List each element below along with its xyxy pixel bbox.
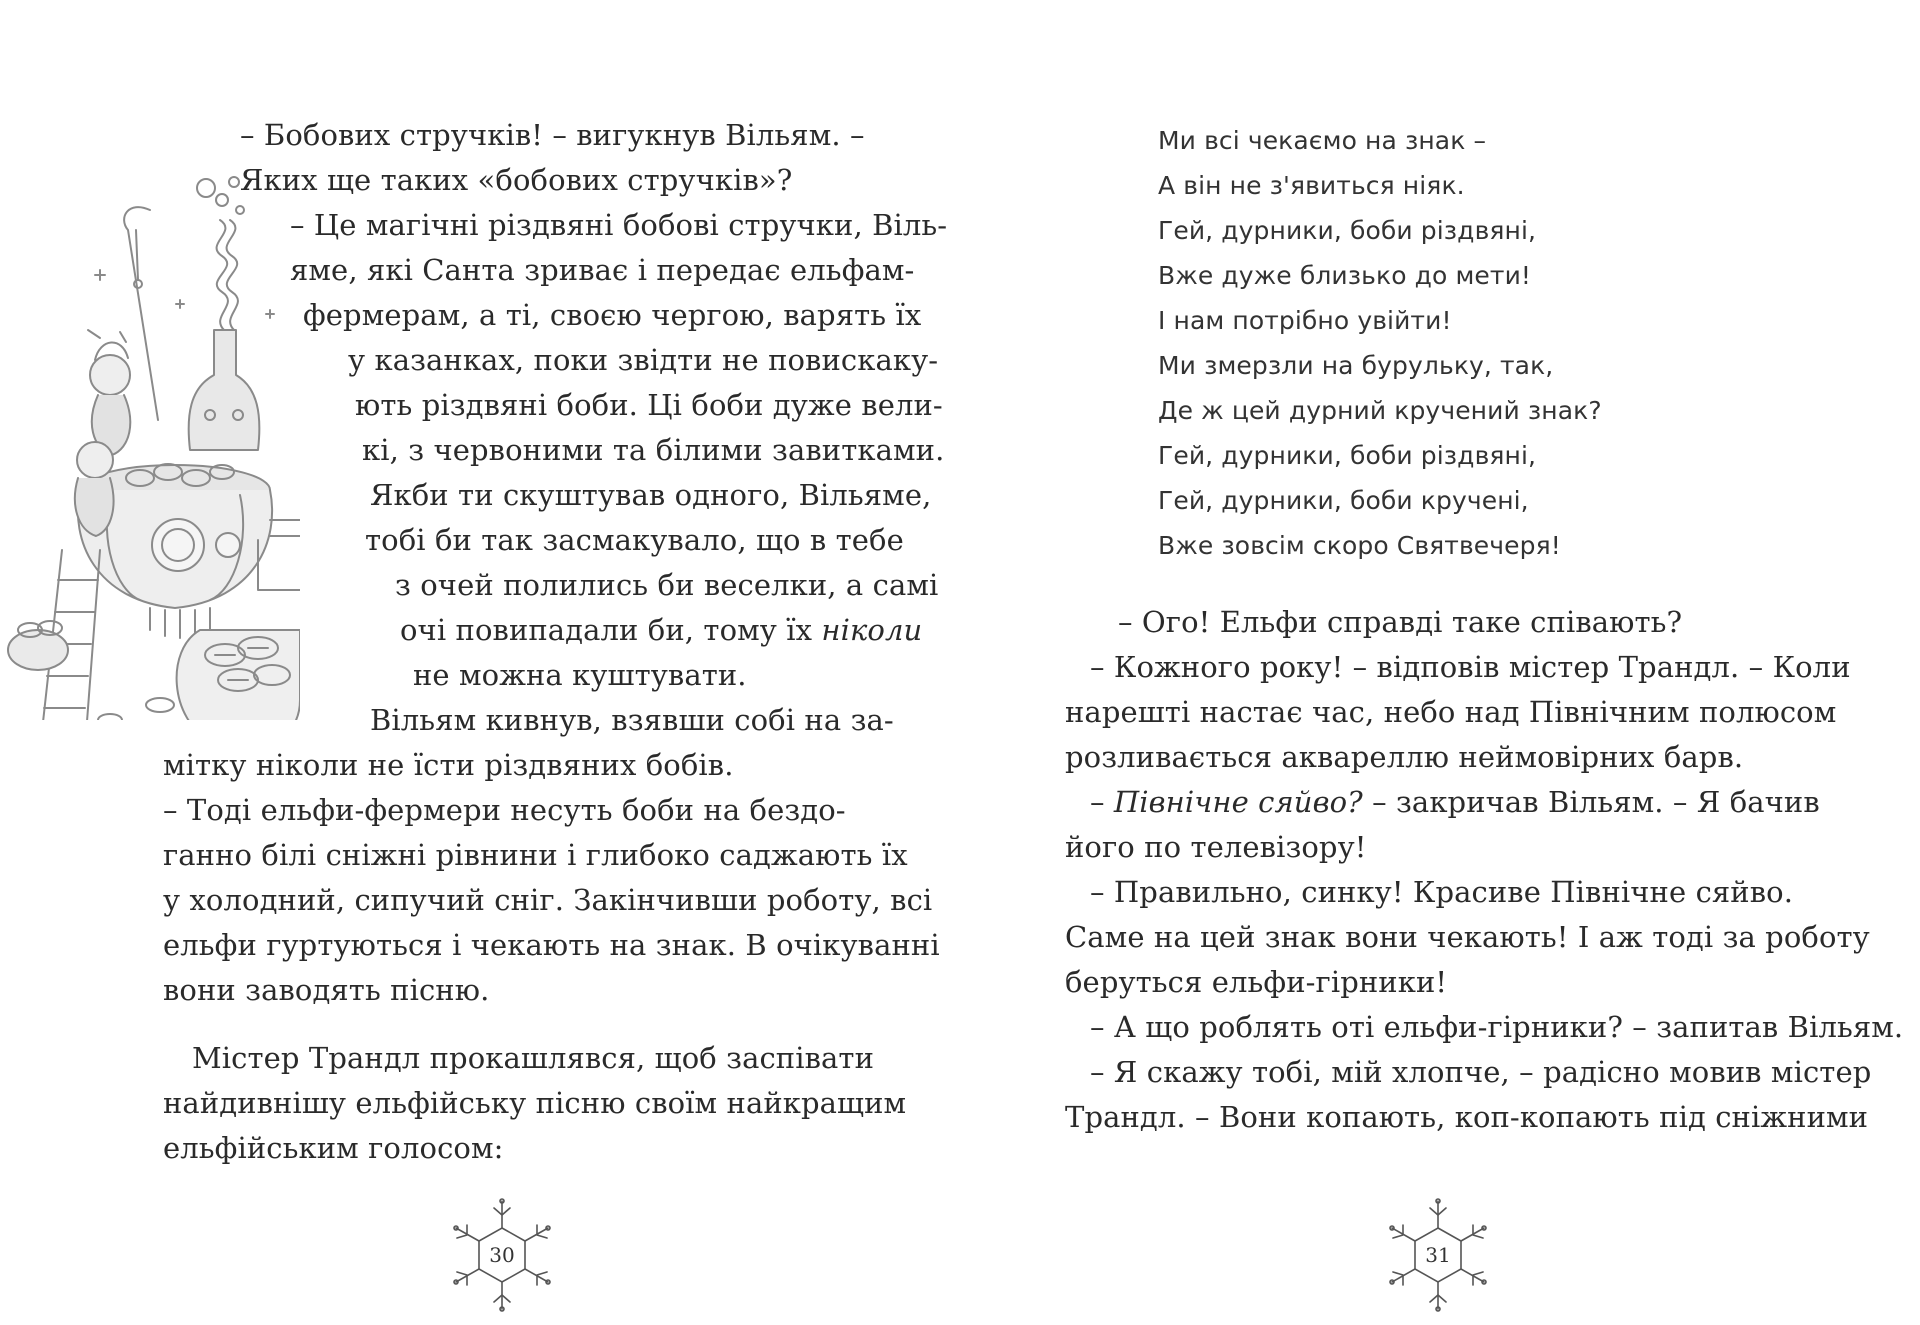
text-line: – Я скажу тобі, мій хлопче, – радісно мовив містер (1090, 1055, 1872, 1089)
text-line: ганно білі сніжні рівнини і глибоко саджають їх (163, 838, 908, 872)
verse-line: Вже зовсім скоро Святвечеря! (1158, 531, 1561, 560)
text-span: очі повипадали би, тому їх (400, 613, 822, 647)
page-number-ornament (1378, 1195, 1498, 1315)
text-line: його по телевізору! (1065, 830, 1367, 864)
text-line: Вільям кивнув, взявши собі на за- (370, 703, 894, 737)
text-line: Якби ти скуштував одного, Вільяме, (370, 478, 932, 512)
text-line: яме, які Санта зриває і передає ельфам- (290, 253, 915, 287)
page-number-ornament (442, 1195, 562, 1315)
text-line: Трандл. – Вони копають, коп-копають під сніжними (1065, 1100, 1869, 1134)
right-page (960, 0, 1920, 1325)
text-line: беруться ельфи-гірники! (1065, 965, 1448, 999)
text-line: фермерам, а ті, своєю чергою, варять їх (303, 298, 922, 332)
elf-cauldron-illustration (0, 160, 300, 720)
verse-line: Гей, дурники, боби різдвяні, (1158, 441, 1537, 470)
text-line: ють різдвяні боби. Ці боби дуже вели- (355, 388, 943, 422)
text-line: Містер Трандл прокашлявся, щоб заспівати (192, 1041, 875, 1075)
text-line (400, 608, 923, 653)
text-span: – закричав Вільям. – Я бачив (1362, 785, 1820, 819)
page-number: 30 (489, 1243, 515, 1267)
text-line: Яких ще таких «бобових стручків»? (240, 163, 793, 197)
text-line: – Бобових стручків! – вигукнув Вільям. – (240, 118, 865, 152)
page-number: 31 (1425, 1243, 1451, 1267)
text-line: тобі би так засмакувало, що в тебе (365, 523, 904, 557)
verse-line: Гей, дурники, боби різдвяні, (1158, 216, 1537, 245)
text-line: Саме на цей знак вони чекають! І аж тоді за роботу (1065, 920, 1870, 954)
text-line: – Правильно, синку! Красиве Північне сяйво. (1090, 875, 1794, 909)
text-line: вони заводять пісню. (163, 973, 490, 1007)
text-line: не можна куштувати. (413, 658, 747, 692)
text-line: – Кожного року! – відповів містер Трандл. – Коли (1090, 650, 1851, 684)
verse-line: Ми змерзли на бурульку, так, (1158, 351, 1554, 380)
emphasis: ніколи (821, 613, 923, 647)
text-line: розливається аквареллю неймовірних барв. (1065, 740, 1744, 774)
text-line: ельфи гуртуються і чекають на знак. В очікуванні (163, 928, 940, 962)
verse-line: Вже дуже близько до мети! (1158, 261, 1532, 290)
text-line: найдивнішу ельфійську пісню своїм найкращим (163, 1086, 907, 1120)
verse-line: І нам потрібно увійти! (1158, 306, 1452, 335)
text-line: у казанках, поки звідти не повискаку- (348, 343, 939, 377)
text-line: – А що роблять оті ельфи-гірники? – запитав Вільям. (1090, 1010, 1904, 1044)
text-line: ельфійським голосом: (163, 1131, 504, 1165)
verse-line: А він не з'явиться ніяк. (1158, 171, 1465, 200)
text-line: – Тоді ельфи-фермери несуть боби на бездо- (163, 793, 846, 827)
text-line: мітку ніколи не їсти різдвяних бобів. (163, 748, 734, 782)
text-line (1090, 780, 1820, 825)
text-line: кі, з червоними та білими завитками. (362, 433, 945, 467)
verse-line: Гей, дурники, боби кручені, (1158, 486, 1529, 515)
text-span: – (1090, 785, 1114, 819)
verse-line: Де ж цей дурний кручений знак? (1158, 396, 1602, 425)
text-line: з очей полились би веселки, а самі (395, 568, 939, 602)
text-line: – Це магічні різдвяні бобові стручки, Віль- (290, 208, 948, 242)
text-line: у холодний, сипучий сніг. Закінчивши роботу, всі (163, 883, 933, 917)
text-line: нарешті настає час, небо над Північним полюсом (1065, 695, 1837, 729)
emphasis: Північне сяйво? (1113, 785, 1363, 819)
verse-line: Ми всі чекаємо на знак – (1158, 126, 1487, 155)
text-line: – Ого! Ельфи справді таке співають? (1118, 605, 1683, 639)
